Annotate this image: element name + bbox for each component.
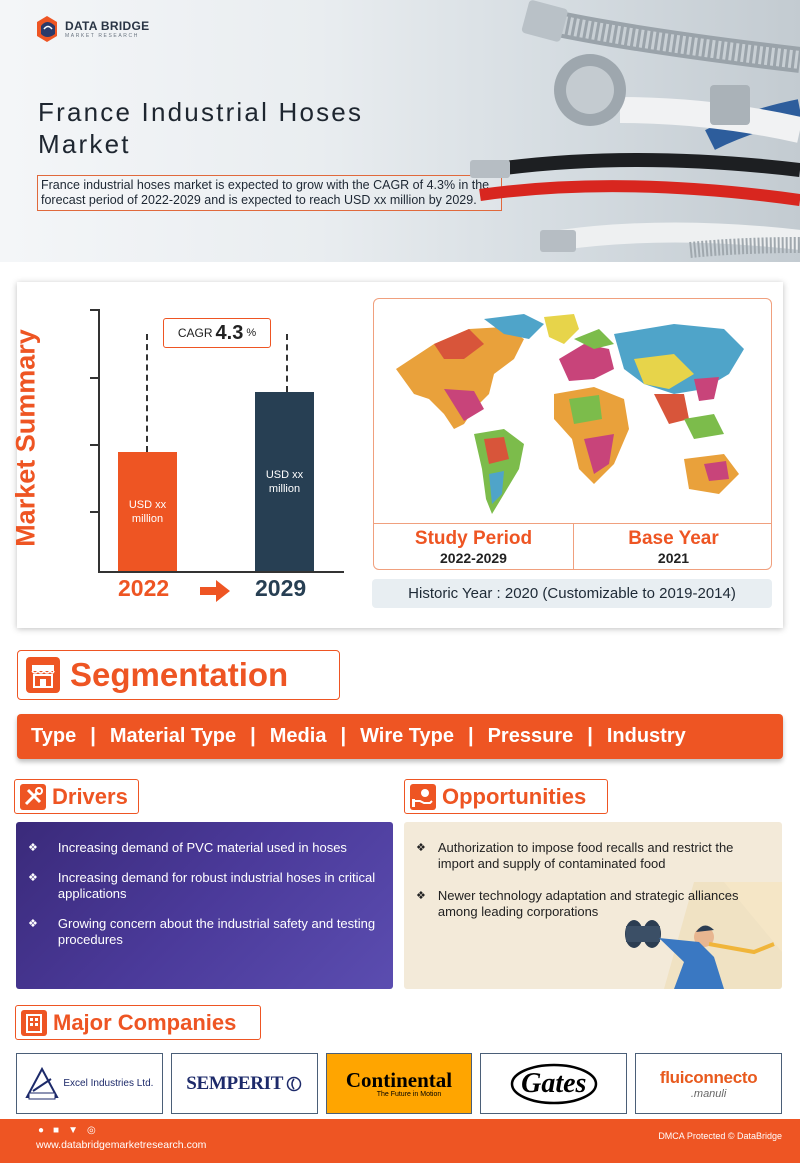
store-icon — [26, 657, 60, 693]
semperit-name: SEMPERIT — [186, 1072, 284, 1094]
diamond-bullet-icon: ❖ — [416, 842, 426, 854]
excel-industries-name: Excel Industries Ltd. — [63, 1078, 154, 1089]
world-map-panel — [373, 298, 772, 570]
historic-year: Historic Year : 2020 (Customizable to 2019-2014) — [372, 579, 772, 608]
gates-logo[interactable] — [480, 1053, 627, 1114]
instagram-icon[interactable]: ◎ — [87, 1125, 96, 1136]
opportunity-text: Authorization to impose food recalls and restrict the import and supply of contaminated food — [437, 840, 734, 871]
segment-separator: | — [340, 725, 347, 747]
bar-2022-label: USD xx million — [128, 498, 167, 525]
bar-2022 — [118, 452, 177, 571]
opportunities-title: Opportunities — [442, 783, 587, 809]
building-icon — [21, 1010, 47, 1036]
base-year-value: 2021 — [657, 550, 690, 566]
header-banner — [0, 0, 800, 262]
diamond-bullet-icon: ❖ — [28, 842, 38, 854]
y-tick — [90, 377, 100, 379]
opportunity-text: Newer technology adaptation and strategic alliances among leading corporations — [437, 888, 739, 919]
list-item — [28, 916, 379, 948]
base-year — [573, 524, 772, 570]
fluiconnecto-logo[interactable] — [635, 1053, 782, 1114]
title-line-1: France Industrial Hoses — [38, 97, 364, 127]
list-item — [416, 840, 768, 872]
excel-emblem-icon — [25, 1067, 59, 1101]
segment-separator: | — [90, 725, 96, 747]
diamond-bullet-icon: ❖ — [416, 890, 426, 902]
driver-text: Increasing demand of PVC material used in hoses — [57, 840, 347, 855]
segment-industry[interactable]: Industry — [606, 725, 686, 747]
diamond-bullet-icon: ❖ — [28, 872, 38, 884]
bar-2029-label: USD xx million — [265, 468, 304, 495]
y-tick — [90, 444, 100, 446]
y-tick — [90, 309, 100, 311]
data-bridge-logo-icon — [33, 14, 61, 44]
opportunities-list — [404, 822, 782, 989]
facebook-icon[interactable]: ■ — [53, 1125, 60, 1136]
whatsapp-icon[interactable]: ● — [38, 1125, 45, 1136]
segment-separator: | — [587, 725, 593, 747]
social-links — [38, 1125, 96, 1136]
segment-material-type[interactable]: Material Type — [109, 725, 237, 747]
market-description: France industrial hoses market is expected to grow with the CAGR of 4.3% in the forecast period of 2022-2029 and is expected to reach USD xx million by 2029. — [37, 175, 502, 211]
segment-wire-type[interactable]: Wire Type — [360, 725, 454, 747]
diamond-bullet-icon: ❖ — [28, 918, 38, 930]
map-footer — [374, 523, 772, 570]
y-tick — [90, 511, 100, 513]
chart-x-axis — [98, 571, 344, 573]
cagr-badge — [163, 318, 271, 348]
major-companies-header — [15, 1005, 261, 1040]
twitter-icon[interactable]: ▼ — [68, 1125, 78, 1136]
tools-icon — [20, 784, 46, 810]
manuli-name: .manuli — [690, 1087, 727, 1100]
bar-2029 — [255, 392, 314, 571]
cagr-value: 4.3 — [215, 321, 244, 344]
year-2022-label: 2022 — [118, 575, 170, 601]
gates-ellipse-icon — [509, 1062, 599, 1106]
brand-name: DATA BRIDGE — [65, 18, 150, 33]
base-year-label: Base Year — [628, 528, 719, 549]
excel-industries-logo[interactable] — [16, 1053, 163, 1114]
company-logos — [16, 1053, 782, 1114]
cagr-unit: % — [246, 327, 257, 339]
semperit-logo[interactable] — [171, 1053, 318, 1114]
continental-logo[interactable] — [326, 1053, 473, 1114]
segmentation-header — [17, 650, 340, 700]
segment-type[interactable]: Type — [31, 725, 77, 747]
segment-separator: | — [467, 725, 474, 747]
segment-separator: | — [250, 725, 256, 747]
drivers-list — [16, 822, 393, 989]
opportunities-header — [404, 779, 608, 814]
driver-text: Increasing demand for robust industrial hoses in critical applications — [57, 870, 376, 901]
page-title — [38, 96, 363, 160]
cagr-dash-right — [286, 334, 288, 392]
study-period-label: Study Period — [414, 528, 533, 549]
study-period-value: 2022-2029 — [440, 550, 507, 566]
hand-coin-icon — [410, 784, 436, 810]
chart-y-axis — [98, 309, 100, 573]
segmentation-bar — [17, 714, 783, 759]
cagr-dash-left — [146, 334, 148, 452]
list-item — [28, 840, 379, 856]
hoses-illustration — [470, 0, 800, 262]
right-arrow-icon — [200, 580, 230, 602]
gates-name: Gates — [521, 1067, 587, 1099]
semperit-emblem-icon — [286, 1076, 302, 1092]
segmentation-title: Segmentation — [70, 656, 289, 693]
footer — [0, 1119, 800, 1163]
website-link[interactable]: www.databridgemarketresearch.com — [36, 1139, 207, 1151]
segment-media[interactable]: Media — [269, 725, 327, 747]
year-2029-label: 2029 — [255, 575, 307, 601]
driver-text: Growing concern about the industrial safety and testing procedures — [57, 916, 376, 947]
major-companies-title: Major Companies — [53, 1009, 237, 1035]
dmca-notice: DMCA Protected © DataBridge — [658, 1131, 782, 1141]
list-item — [416, 888, 768, 920]
world-map-icon — [374, 299, 772, 523]
title-line-2: Market — [38, 129, 131, 159]
drivers-header — [14, 779, 139, 814]
segment-pressure[interactable]: Pressure — [487, 725, 574, 747]
list-item — [28, 870, 379, 902]
brand-logo[interactable] — [33, 14, 149, 44]
study-period — [374, 524, 573, 570]
continental-tagline: The Future in Motion — [376, 1091, 442, 1098]
continental-name: Continental — [345, 1068, 453, 1092]
cagr-label: CAGR — [177, 326, 213, 340]
brand-sub: MARKET RESEARCH — [65, 32, 139, 39]
market-summary-heading: Market Summary — [10, 329, 41, 547]
fluiconnecto-name: fluiconnecto — [659, 1067, 758, 1087]
drivers-title: Drivers — [52, 783, 128, 809]
